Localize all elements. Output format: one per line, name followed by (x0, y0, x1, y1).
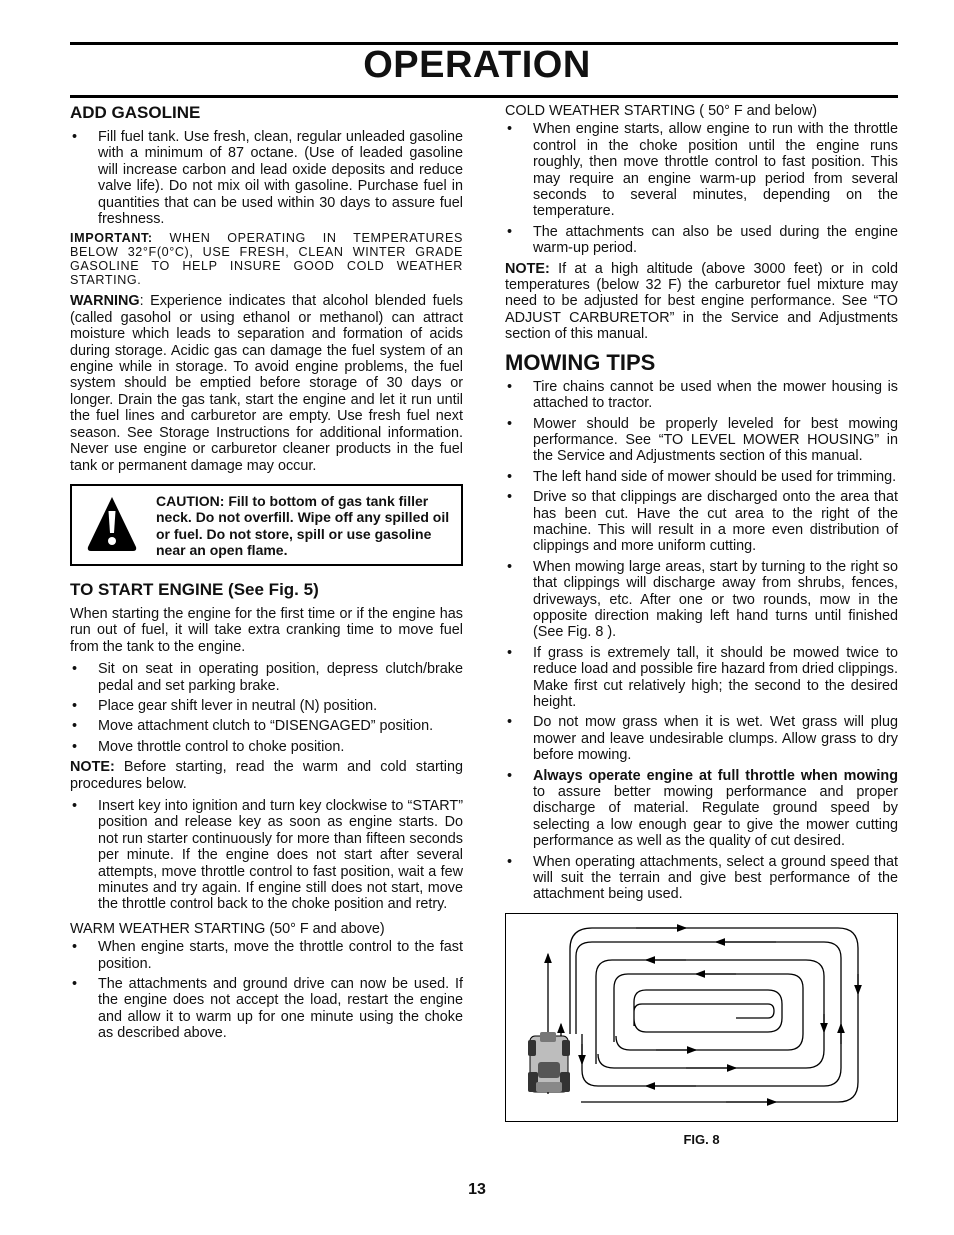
note-text: Before starting, read the warm and cold starting procedures below. (70, 759, 463, 792)
list-item: • Move attachment clutch to “DISENGAGED” position. (70, 718, 463, 734)
cold-weather-list (505, 121, 898, 256)
list-item: • Do not mow grass when it is wet. Wet grass will plug mower and leave undesirable clumps. Allow grass to dry before mowing. (505, 714, 898, 763)
altitude-note (505, 261, 898, 343)
list-item: • Tire chains cannot be used when the mower housing is attached to tractor. (505, 379, 898, 412)
list-item: • When operating attachments, select a ground speed that will suit the terrain and give best performance of the attachment being used. (505, 854, 898, 903)
left-column (70, 103, 463, 1046)
start-engine-intro: When starting the engine for the first time or if the engine has run out of fuel, it will take extra cranking time to move fuel from the tank to the engine. (70, 605, 463, 655)
bold-rest: to assure better mowing performance and proper discharge of material. Regulate ground speed by selecting a low enough gear to give the mower cutting performance as well as the quality of cut desired. (533, 784, 898, 850)
list-item: • Mower should be properly leveled for best mowing performance. See “TO LEVEL MOWER HOUSING” in the Service and Adjustments section of this manual. (505, 416, 898, 465)
list-item: • The attachments and ground drive can now be used. If the engine does not accept the load, restart the engine and allow it to warm up for one minute using the choke as described above. (70, 976, 463, 1042)
warm-weather-list (70, 939, 463, 1041)
caution-text: CAUTION: Fill to bottom of gas tank filler neck. Do not overfill. Wipe off any spilled oil or fuel. Do not store, spill or use gasoline near an open flame. (156, 492, 450, 559)
list-item: • When engine starts, move the throttle control to the fast position. (70, 939, 463, 972)
warning-paragraph (70, 293, 463, 473)
list-item: • Sit on seat in operating position, depress clutch/brake pedal and set parking brake. (70, 661, 463, 694)
list-item: • Insert key into ignition and turn key clockwise to “START” position and release key as soon as engine starts. Do not run starter continuously for more than fifteen seconds per minute. If the engine does not start after several attempts, move throttle control to fast position, wait a few minutes and try again. If engine still does not start, move the throttle control back to the choke position and retry. (70, 798, 463, 913)
caution-box (70, 484, 463, 566)
cold-weather-heading: COLD WEATHER STARTING ( 50° F and below) (505, 103, 818, 119)
start-engine-heading: TO START ENGINE (See Fig. 5) (70, 579, 319, 599)
key-list (70, 798, 463, 913)
note-label: NOTE: (70, 759, 115, 776)
list-item: • When mowing large areas, start by turning to the right so that clippings will discharge away from shrubs, fences, driveways, etc. After one or two rounds, mow in the opposite direction making left hand turns until finished (See Fig. 8 ). (505, 559, 898, 641)
note-text: If at a high altitude (above 3000 feet) or in cold temperatures (below 32 F) the carburetor fuel mixture may need to be adjusted for best engine performance. See “TO ADJUST CARBURETOR” in the Service and Adjustments section of this manual. (505, 260, 898, 343)
warm-weather-heading: WARM WEATHER STARTING (50° F and above) (70, 920, 385, 937)
list-item: • If grass is extremely tall, it should be mowed twice to reduce load and possible fire hazard from dried clippings. Make first cut relatively high; the second to the desired height. (505, 645, 898, 711)
tractor-icon (528, 1032, 570, 1092)
mowing-tips-heading: MOWING TIPS (505, 349, 656, 375)
important-note (70, 231, 463, 287)
right-column (505, 103, 898, 1148)
important-label: IMPORTANT: (70, 231, 153, 246)
page-title: OPERATION (363, 44, 591, 86)
list-item: • The left hand side of mower should be used for trimming. (505, 469, 898, 485)
mowing-tips-list (505, 379, 898, 903)
title-rule (70, 95, 898, 98)
start-note (70, 759, 463, 792)
list-item: • Move throttle control to choke position. (70, 739, 463, 755)
add-gasoline-heading: ADD GASOLINE (70, 103, 201, 122)
bold-lead: Always operate engine at full throttle when mowing (533, 767, 898, 784)
list-item: • Place gear shift lever in neutral (N) position. (70, 698, 463, 714)
warning-text: : Experience indicates that alcohol blended fuels (called gasohol or using ethanol or methanol) can attract moisture which leads to separation and formation of acids during storage. Acidic gas can damage the fuel system of an engine while in storage. To avoid engine problems, the fuel system should be emptied before storage of 30 days or longer. Drain the gas tank, start the engine and let it run until the fuel lines and carburetor are empty. Use fresh fuel next season. See Storage Instructions for additional information. Never use engine or carburetor cleaner products in the fuel tank or permanent damage may occur. (70, 293, 463, 474)
add-gasoline-list (70, 129, 463, 227)
warning-triangle-icon (86, 495, 138, 553)
list-item: • Drive so that clippings are discharged onto the area that has been cut. Have the cut area to the right of the machine. This will result in a more even distribution of clippings and more uniform cutting. (505, 489, 898, 555)
list-item (505, 768, 898, 850)
list-item: • The attachments can also be used during the engine warm-up period. (505, 224, 898, 257)
mowing-pattern-diagram (506, 914, 897, 1121)
page-number: 13 (468, 1181, 486, 1198)
note-label: NOTE: (505, 260, 550, 277)
start-engine-list (70, 661, 463, 755)
list-item: • Fill fuel tank. Use fresh, clean, regular unleaded gasoline with a minimum of 87 octane. (Use of leaded gasoline will increase carbon and lead oxide deposits and reduce valve life). Do not mix oil with gasoline. Purchase fuel in quantities that can be used within 30 days to assure fuel freshness. (70, 129, 463, 227)
warning-label: WARNING (70, 293, 140, 310)
figure-caption: FIG. 8 (683, 1131, 720, 1147)
list-item: • When engine starts, allow engine to run with the throttle control in the choke position until the engine runs roughly, then move throttle control to fast position. This may require an engine warm-up period from several seconds to several minutes, depending on the temperature. (505, 121, 898, 219)
important-text: WHEN OPERATING IN TEMPERATURES BELOW 32°F(0°C), USE FRESH, CLEAN WINTER GRADE GASOLINE TO HELP INSURE GOOD COLD WEATHER STARTING. (70, 231, 463, 288)
mowing-pattern-figure (505, 913, 898, 1122)
